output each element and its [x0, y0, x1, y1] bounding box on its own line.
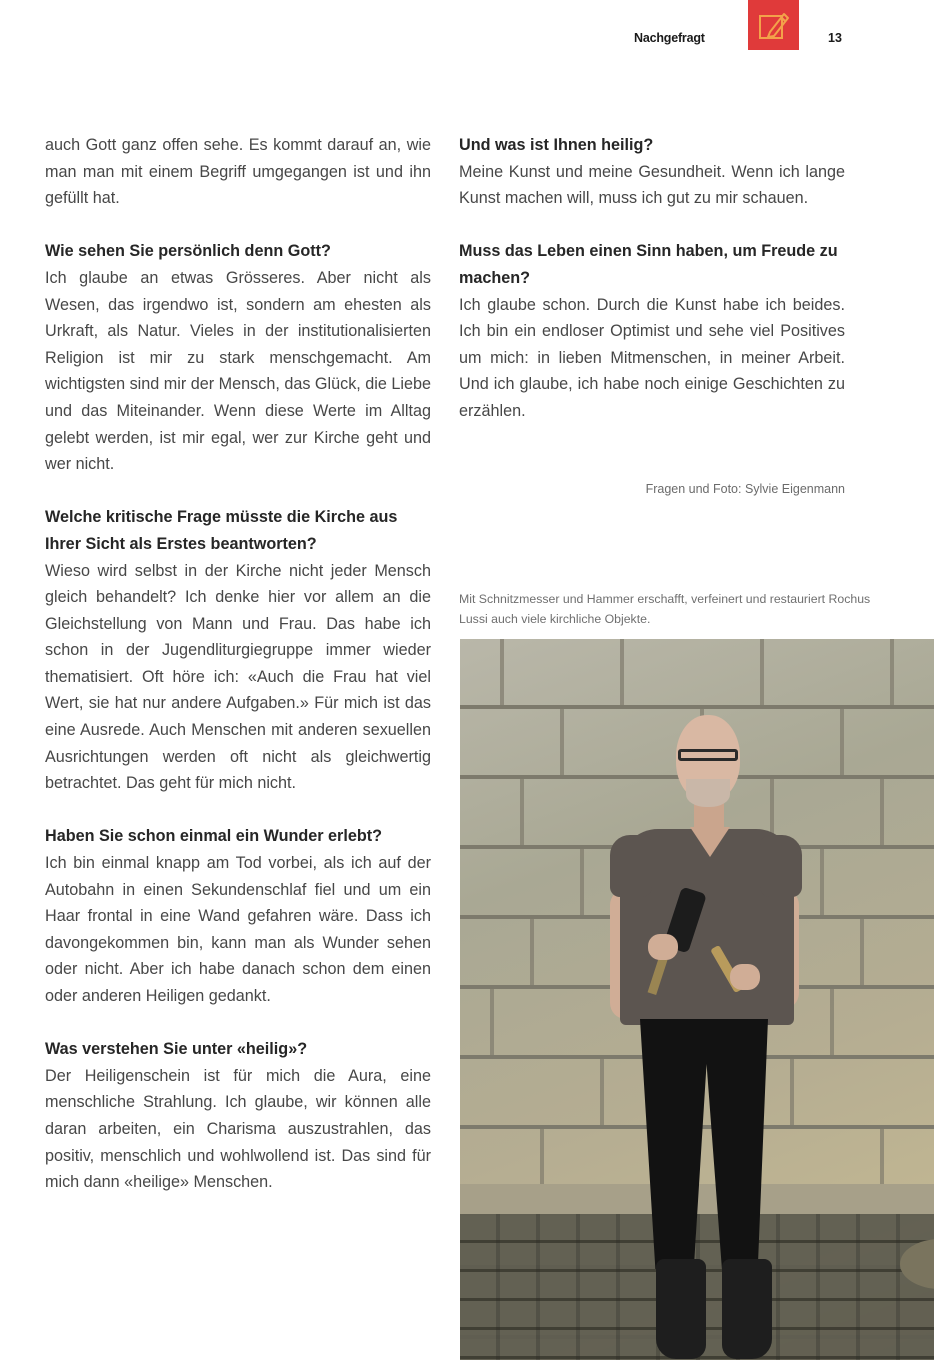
left-boot — [656, 1259, 706, 1359]
black-trousers — [640, 1019, 768, 1269]
left-column — [45, 132, 431, 1222]
answer-text: Meine Kunst und meine Gesundheit. Wenn ich lange Kunst machen will, muss ich gut zu mir schauen. — [459, 162, 845, 208]
answer-text: Ich glaube schon. Durch die Kunst habe ich beides. Ich bin ein endloser Optimist und sehe viel Positives um mich: in lieben Mitmenschen, in meiner Arbeit. Und ich glaube, ich habe noch einige Geschichten zu erzählen. — [459, 295, 845, 420]
answer-text: Der Heiligenschein ist für mich die Aura, eine menschliche Strahlung. Ich glaube, wir können alle daran arbeiten, ein Charisma auszustrahlen, das positiv, menschlich und wohlwollend ist. Das sind für mich dann «heilige» Menschen. — [45, 1066, 431, 1192]
qa-block — [459, 132, 845, 212]
qa-block — [45, 823, 431, 1009]
question-heading: Muss das Leben einen Sinn haben, um Freude zu machen? — [459, 242, 838, 287]
qa-block — [45, 1036, 431, 1196]
section-label: Nachgefragt — [634, 31, 705, 45]
right-sleeve — [760, 835, 802, 897]
question-heading: Und was ist Ihnen heilig? — [459, 136, 654, 154]
answer-text: Wieso wird selbst in der Kirche nicht jeder Mensch gleich behandelt? Ich denke hier vor allem an die Gleichstellung von Mann und Frau. Das habe ich schon in der Jugendliturgiegruppe immer wieder thematisiert. Oft höre ich: «Auch die Frau hat viel Wert, sie hat nur andere Aufgaben.» Für mich ist das eine Ausrede. Auch Menschen mit anderen sexuellen Ausrichtungen werden oft nicht als gleichwertig betrachtet. Das geht für mich nicht. — [45, 561, 431, 793]
right-hand — [730, 964, 760, 990]
left-hand — [648, 934, 678, 960]
glasses — [678, 749, 738, 761]
v-neck — [690, 827, 730, 857]
qa-block — [459, 238, 845, 424]
question-heading: Welche kritische Frage müsste die Kirche aus Ihrer Sicht als Erstes beantworten? — [45, 508, 398, 553]
right-column — [459, 132, 845, 451]
question-heading: Wie sehen Sie persönlich denn Gott? — [45, 242, 331, 261]
section-icon-box — [748, 0, 799, 50]
page-header — [0, 0, 934, 56]
portrait-photo — [460, 639, 934, 1360]
answer-text: Ich bin einmal knapp am Tod vorbei, als ich auf der Autobahn in einen Sekundenschlaf fiel und um ein Haar frontal in eine Wand gefahren wäre. Dass ich davongekommen bin, kann man als Wunder sehen oder nicht. Aber ich habe danach schon dem einen oder anderen Heiligen gedankt. — [45, 854, 431, 1005]
page-number: 13 — [828, 31, 842, 45]
left-sleeve — [610, 835, 652, 897]
question-heading: Haben Sie schon einmal ein Wunder erlebt? — [45, 827, 383, 846]
qa-block — [45, 238, 431, 477]
person-figure — [460, 639, 934, 1360]
photo-caption: Mit Schnitzmesser und Hammer erschafft, verfeinert und restauriert Rochus Lussi auch viele kirchliche Objekte. — [459, 592, 871, 626]
question-heading: Was verstehen Sie unter «heilig»? — [45, 1040, 308, 1059]
qa-block — [45, 504, 431, 797]
right-boot — [722, 1259, 772, 1359]
answer-text: Ich glaube an etwas Grösseres. Aber nicht als Wesen, das irgendwo ist, sondern am ehesten als Urkraft, als Natur. Vieles in der institutionalisierten Religion ist mir zu stark menschgemacht. Am wichtigsten sind mir der Mensch, das Glück, die Liebe und das Miteinander. Wenn diese Werte im Alltag gelebt werden, ist mir egal, wer zur Kirche geht und wer nicht. — [45, 268, 431, 474]
lead-paragraph: auch Gott ganz offen sehe. Es kommt darauf an, wie man man mit einem Begriff umgegangen ist und ihn gefüllt hat. — [45, 136, 431, 208]
photo-credit: Fragen und Foto: Sylvie Eigenmann — [645, 482, 845, 496]
beard — [686, 779, 730, 807]
